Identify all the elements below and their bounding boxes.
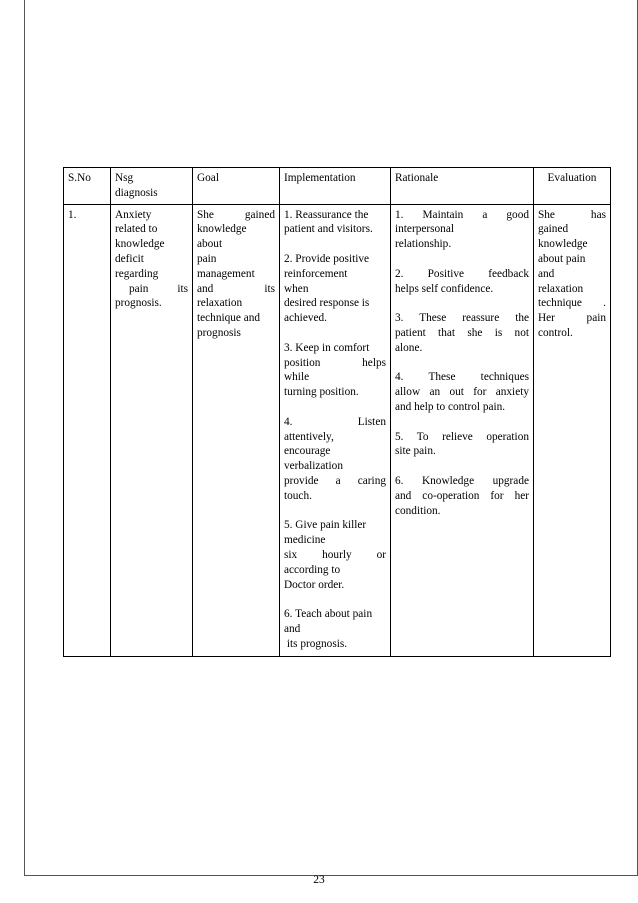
rationale-line: interpersonal [395, 223, 454, 236]
implementation-line: 1. Reassurance the [284, 208, 369, 221]
implementation-line: six hourly or [284, 548, 386, 561]
rationale-item-1 [395, 208, 529, 252]
goal-line: about [197, 238, 223, 251]
rationale-line: 2. Positive feedback [395, 267, 529, 280]
goal-line: prognosis [197, 326, 241, 339]
evaluation-line: Her pain [538, 312, 606, 325]
evaluation-line: gained [538, 223, 569, 236]
goal-line: pain [197, 252, 217, 265]
header-evaluation: Evaluation [534, 168, 611, 205]
nursing-care-plan-table [63, 167, 611, 657]
evaluation-line: and [538, 267, 555, 280]
rationale-line: condition. [395, 504, 441, 517]
implementation-line: verbalization [284, 460, 343, 473]
implementation-item-6 [284, 607, 386, 651]
table-header-row [64, 168, 611, 205]
cell-rationale [391, 204, 534, 656]
header-sno: S.No [64, 168, 111, 205]
diagnosis-line: deficit [115, 252, 144, 265]
table-row [64, 204, 611, 656]
implementation-line: 3. Keep in comfort [284, 341, 370, 354]
evaluation-line: She has [538, 208, 606, 221]
rationale-line: helps self confidence. [395, 282, 494, 295]
implementation-line: attentively, [284, 430, 334, 443]
implementation-line: position helps [284, 356, 386, 369]
implementation-line: reinforcement [284, 267, 348, 280]
rationale-line: and help to control pain. [395, 400, 506, 413]
goal-line: and its [197, 282, 275, 295]
evaluation-line: technique . [538, 297, 606, 310]
header-implementation: Implementation [280, 168, 391, 205]
diagnosis-line: pain its [129, 282, 188, 295]
diagnosis-line: knowledge [115, 238, 165, 251]
rationale-line: 6. Knowledge upgrade [395, 474, 529, 487]
header-diagnosis: Nsg diagnosis [111, 168, 193, 205]
implementation-line: according to [284, 563, 341, 576]
rationale-item-4 [395, 370, 529, 414]
cell-implementation [280, 204, 391, 656]
rationale-line: 3. These reassure the [395, 312, 529, 325]
implementation-line: its prognosis. [284, 637, 348, 650]
evaluation-line: relaxation [538, 282, 584, 295]
diagnosis-line: prognosis. [115, 297, 162, 310]
rationale-line: 4. These techniques [395, 371, 529, 384]
header-goal: Goal [193, 168, 280, 205]
rationale-item-5 [395, 430, 529, 460]
rationale-line: patient that she is not [395, 326, 529, 339]
rationale-line: 5. To relieve operation [395, 430, 529, 443]
implementation-line: 6. Teach about pain [284, 608, 373, 621]
implementation-line: patient and visitors. [284, 223, 373, 236]
rationale-line: allow an out for anxiety [395, 386, 529, 399]
evaluation-line: about pain [538, 252, 586, 265]
cell-evaluation [534, 204, 611, 656]
implementation-line: and [284, 622, 301, 635]
implementation-item-2 [284, 252, 386, 326]
goal-line: technique and [197, 312, 261, 325]
cell-goal [193, 204, 280, 656]
implementation-item-4 [284, 415, 386, 504]
rationale-line: 1. Maintain a good [395, 208, 529, 221]
implementation-item-1 [284, 208, 386, 238]
implementation-item-3 [284, 341, 386, 400]
implementation-item-5 [284, 518, 386, 592]
implementation-line: achieved. [284, 312, 327, 325]
implementation-line: touch. [284, 489, 312, 502]
implementation-line: 5. Give pain killer [284, 519, 367, 532]
rationale-item-3 [395, 311, 529, 355]
rationale-line: and co-operation for her [395, 489, 529, 502]
rationale-item-2 [395, 267, 529, 297]
rationale-line: alone. [395, 341, 423, 354]
goal-line: management [197, 267, 255, 280]
goal-line: knowledge [197, 223, 247, 236]
implementation-line: Doctor order. [284, 578, 345, 591]
diagnosis-line: Anxiety [115, 208, 152, 221]
implementation-line: when [284, 282, 309, 295]
implementation-line: while [284, 371, 310, 384]
implementation-line: turning position. [284, 386, 359, 399]
rationale-line: relationship. [395, 238, 452, 251]
evaluation-line: knowledge [538, 238, 588, 251]
goal-line: She gained [197, 208, 275, 221]
rationale-line: site pain. [395, 445, 436, 458]
page-number: 23 [313, 874, 325, 886]
goal-line: relaxation [197, 297, 243, 310]
implementation-line: 2. Provide positive [284, 252, 370, 265]
implementation-line: encourage [284, 445, 331, 458]
evaluation-line: control. [538, 326, 573, 339]
implementation-line: desired response is [284, 297, 370, 310]
implementation-line: 4. Listen [284, 415, 386, 428]
cell-diagnosis [111, 204, 193, 656]
cell-sno: 1. [64, 204, 111, 656]
header-rationale: Rationale [391, 168, 534, 205]
implementation-line: provide a caring [284, 474, 386, 487]
diagnosis-line: related to [115, 223, 158, 236]
implementation-line: medicine [284, 534, 326, 547]
rationale-item-6 [395, 474, 529, 518]
diagnosis-line: regarding [115, 267, 159, 280]
